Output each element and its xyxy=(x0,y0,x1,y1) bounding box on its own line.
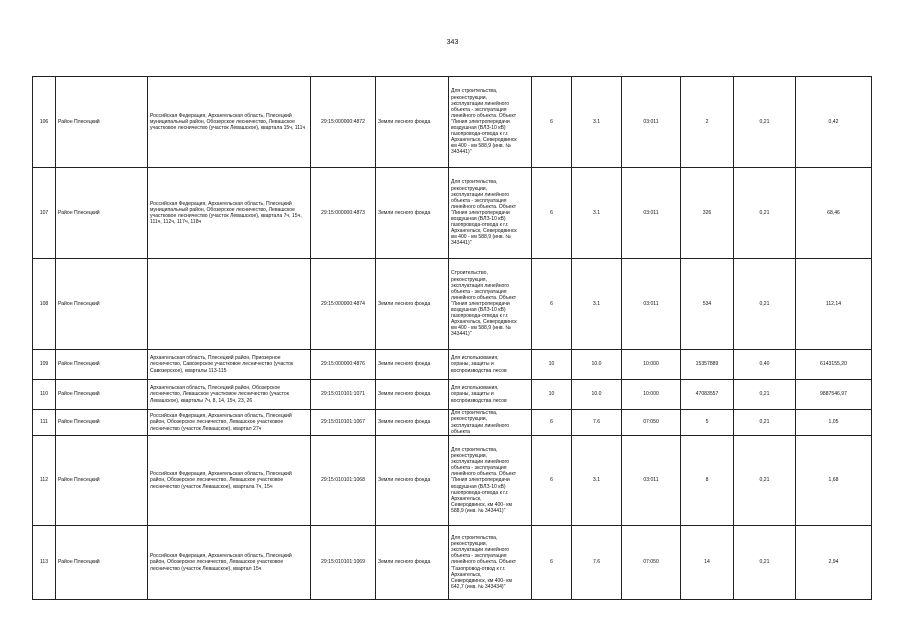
table-row xyxy=(33,410,872,436)
value-cell: 6143155,20 xyxy=(796,350,872,380)
region-cell: Район Плесецкий xyxy=(56,168,148,259)
row-number: 108 xyxy=(33,259,56,350)
value-cell: 112,14 xyxy=(796,259,872,350)
area-cell: 15357889 xyxy=(681,350,734,380)
permitted-use-cell: Для использования, охраны, защиты и воспроизводства лесов xyxy=(449,380,532,410)
region-cell: Район Плесецкий xyxy=(56,526,148,600)
address-cell: Российская Федерация, Архангельская область, Плесецкий район, Обозерское лесничество, Левашское участковое лесничество (участок Левашское), квартал 15ч xyxy=(148,526,311,600)
permitted-use-cell: Для строительства, реконструкции, эксплуатации линейного объекта - эксплуатация линейного объекта. Объект "Линия электропередачи воздушная (ВЛЗ-10 кВ) газопровода-отвода к г.г. Архангельск, Северодвинск км 400 - км 588,9 (инв. № 343441)" xyxy=(449,77,532,168)
subgroup-cell: 3.1 xyxy=(572,77,622,168)
rate-cell: 0,21 xyxy=(734,436,796,526)
subgroup-cell: 3.1 xyxy=(572,436,622,526)
permitted-use-cell: Для строительства, реконструкции, эксплуатации линейного объекта - эксплуатация линейного объекта. Объект "Линия электропередачи воздушная (ВЛЗ-10 кВ) газопровода-отвода к г.г. Архангельск, Северодвинск км 400 - км 588,9 (инв. № 343441)" xyxy=(449,168,532,259)
area-cell: 8 xyxy=(681,436,734,526)
value-cell: 1,68 xyxy=(796,436,872,526)
address-cell: Российская Федерация, Архангельская область, Плесецкий район, Обозерское лесничество, Левашское участковое лесничество (участок Левашское), квартал 27ч xyxy=(148,410,311,436)
land-category-cell: Земли лесного фонда xyxy=(376,526,449,600)
permitted-use-cell: Для строительства, реконструкции, эксплуатации линейного объекта - эксплуатация линейного объекта. Объект "Газопровод-отвод к г.г. Архангельск, Северодвинск, км 400- км 642,7 (инв. № 343434)" xyxy=(449,526,532,600)
rate-cell: 0,21 xyxy=(734,380,796,410)
use-code-cell: 10:000 xyxy=(622,380,681,410)
group-code-cell: 6 xyxy=(532,168,572,259)
use-code-cell: 03:011 xyxy=(622,77,681,168)
row-number: 110 xyxy=(33,380,56,410)
group-code-cell: 6 xyxy=(532,259,572,350)
land-plot-table xyxy=(32,76,872,600)
subgroup-cell: 10.0 xyxy=(572,350,622,380)
table-row xyxy=(33,77,872,168)
group-code-cell: 6 xyxy=(532,410,572,436)
land-category-cell: Земли лесного фонда xyxy=(376,436,449,526)
use-code-cell: 03:011 xyxy=(622,168,681,259)
area-cell: 14 xyxy=(681,526,734,600)
subgroup-cell: 10.0 xyxy=(572,380,622,410)
row-number: 106 xyxy=(33,77,56,168)
cadastral-number-cell: 29:15:000000:4876 xyxy=(311,350,376,380)
address-cell: Архангельская область, Плесецкий район, Обозерское лесничество, Левашское участковое лесничество (участок Левашское), кварталы 7ч, 8, 14, 15ч, 23, 26 xyxy=(148,380,311,410)
land-category-cell: Земли лесного фонда xyxy=(376,410,449,436)
value-cell: 0,42 xyxy=(796,77,872,168)
address-cell: Российская Федерация, Архангельская область, Плесецкий район, Обозерское лесничество, Левашское участковое лесничество (участок Левашское), квартала 7ч, 15ч xyxy=(148,436,311,526)
region-cell: Район Плесецкий xyxy=(56,259,148,350)
use-code-cell: 07:050 xyxy=(622,410,681,436)
area-cell: 2 xyxy=(681,77,734,168)
land-category-cell: Земли лесного фонда xyxy=(376,259,449,350)
cadastral-number-cell: 29:15:010101:1067 xyxy=(311,410,376,436)
cadastral-number-cell: 29:15:010101:1071 xyxy=(311,380,376,410)
group-code-cell: 6 xyxy=(532,436,572,526)
value-cell: 9887546,97 xyxy=(796,380,872,410)
cadastral-number-cell: 29:15:010101:1069 xyxy=(311,526,376,600)
area-cell: 326 xyxy=(681,168,734,259)
table-row xyxy=(33,436,872,526)
cadastral-number-cell: 29:15:000000:4874 xyxy=(311,259,376,350)
region-cell: Район Плесецкий xyxy=(56,410,148,436)
region-cell: Район Плесецкий xyxy=(56,436,148,526)
value-cell: 2,94 xyxy=(796,526,872,600)
table-row xyxy=(33,350,872,380)
land-category-cell: Земли лесного фонда xyxy=(376,380,449,410)
land-category-cell: Земли лесного фонда xyxy=(376,168,449,259)
row-number: 113 xyxy=(33,526,56,600)
rate-cell: 0,21 xyxy=(734,410,796,436)
row-number: 109 xyxy=(33,350,56,380)
group-code-cell: 10 xyxy=(532,350,572,380)
rate-cell: 0,21 xyxy=(734,526,796,600)
permitted-use-cell: Для строительства, реконструкции, эксплуатации линейного объекта xyxy=(449,410,532,436)
group-code-cell: 6 xyxy=(532,77,572,168)
page-number: 343 xyxy=(446,39,459,46)
subgroup-cell: 7.6 xyxy=(572,526,622,600)
use-code-cell: 03:011 xyxy=(622,436,681,526)
area-cell: 47083557 xyxy=(681,380,734,410)
land-category-cell: Земли лесного фонда xyxy=(376,350,449,380)
value-cell: 68,46 xyxy=(796,168,872,259)
group-code-cell: 6 xyxy=(532,526,572,600)
value-cell: 1,05 xyxy=(796,410,872,436)
table-row xyxy=(33,380,872,410)
table-row xyxy=(33,259,872,350)
permitted-use-cell: Для использования, охраны, защиты и воспроизводства лесов xyxy=(449,350,532,380)
rate-cell: 0,21 xyxy=(734,168,796,259)
subgroup-cell: 7.6 xyxy=(572,410,622,436)
use-code-cell: 03:011 xyxy=(622,259,681,350)
rate-cell: 0,21 xyxy=(734,77,796,168)
address-cell: Российская Федерация, Архангельская область, Плесецкий муниципальный район, Обозерское лесничество, Левашское участковое лесничество (участок Левашское), квартала 7ч, 15ч, 111ч, 112ч, 117ч, 118ч xyxy=(148,168,311,259)
cadastral-number-cell: 29:15:010101:1068 xyxy=(311,436,376,526)
row-number: 107 xyxy=(33,168,56,259)
permitted-use-cell: Для строительства, реконструкции, эксплуатации линейного объекта - эксплуатация линейного объекта. Объект "Линия электропередачи воздушная (ВЛЗ-10 кВ) газопровода-отвода к г.г. Архангельск, Северодвинск, км 400- км 588,9 (инв. № 343441)" xyxy=(449,436,532,526)
area-cell: 534 xyxy=(681,259,734,350)
address-cell xyxy=(148,259,311,350)
address-cell: Архангельская область, Плесецкий район, Приозерное лесничество, Савозерское участковое лесничество (участок Савозерское), кварталы 113-115 xyxy=(148,350,311,380)
subgroup-cell: 3.1 xyxy=(572,168,622,259)
row-number: 111 xyxy=(33,410,56,436)
region-cell: Район Плесецкий xyxy=(56,380,148,410)
area-cell: 5 xyxy=(681,410,734,436)
region-cell: Район Плесецкий xyxy=(56,350,148,380)
use-code-cell: 07:050 xyxy=(622,526,681,600)
cadastral-number-cell: 29:15:000000:4873 xyxy=(311,168,376,259)
permitted-use-cell: Строительство, реконструкция, эксплуатация линейного объекта - эксплуатация линейного объекта. Объект "Линия электропередачи воздушная (ВЛЗ-10 кВ) газопровода-отвода к г.г. Архангельск, Северодвинск км 400 - км 588,9 (инв. № 343441)" xyxy=(449,259,532,350)
table-row xyxy=(33,526,872,600)
use-code-cell: 10:000 xyxy=(622,350,681,380)
address-cell: Российская Федерация, Архангельская область, Плесецкий муниципальный район, Обозерское лесничество, Левашское участковое лесничество (участок Левашское), квартала 15ч, 111ч xyxy=(148,77,311,168)
region-cell: Район Плесецкий xyxy=(56,77,148,168)
group-code-cell: 10 xyxy=(532,380,572,410)
table-row xyxy=(33,168,872,259)
subgroup-cell: 3.1 xyxy=(572,259,622,350)
rate-cell: 0,21 xyxy=(734,259,796,350)
row-number: 112 xyxy=(33,436,56,526)
cadastral-number-cell: 29:15:000000:4872 xyxy=(311,77,376,168)
rate-cell: 0,40 xyxy=(734,350,796,380)
land-category-cell: Земли лесного фонда xyxy=(376,77,449,168)
